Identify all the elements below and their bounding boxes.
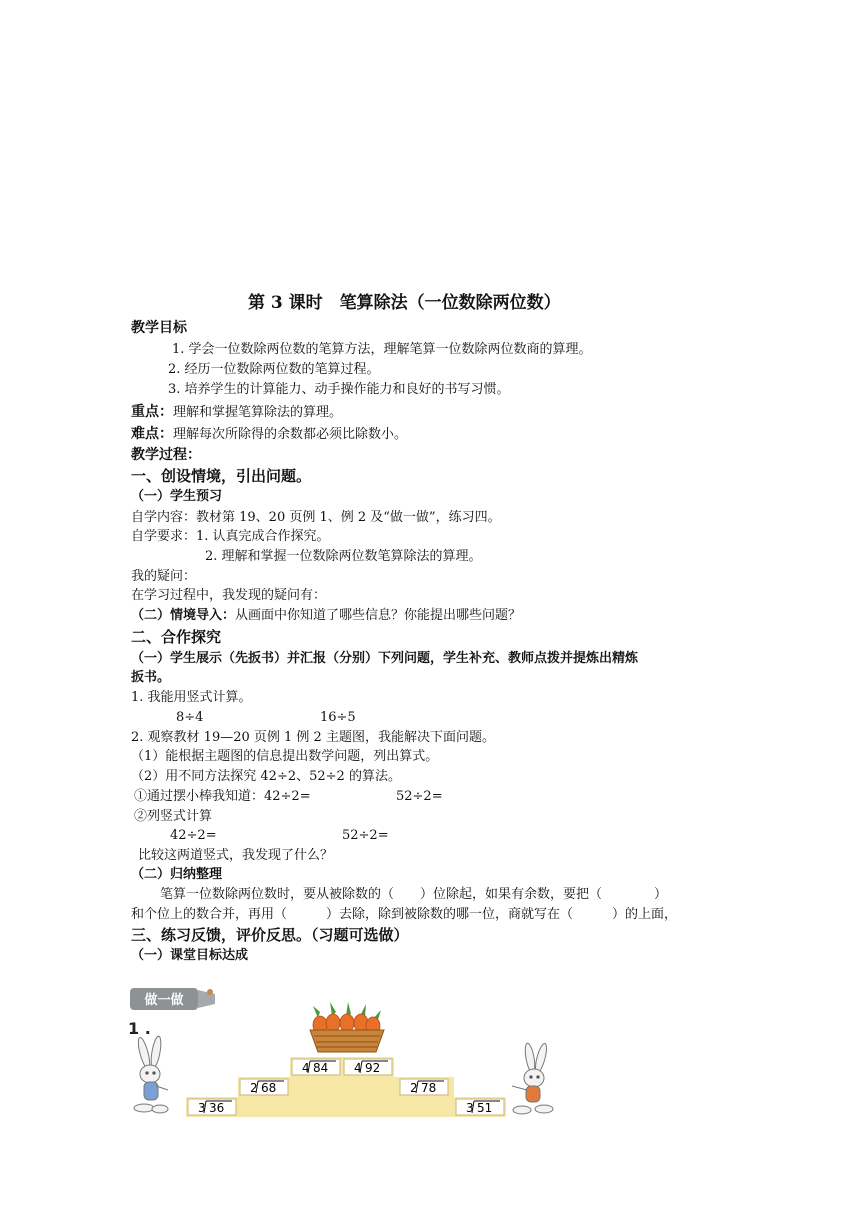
card-2	[240, 1079, 288, 1095]
goal-item: 2. 经历一位数除两位数的笔算过程。	[168, 362, 380, 377]
q1-b: 16÷5	[320, 710, 356, 725]
card-4-dividend: 92	[365, 1061, 381, 1075]
section-1-sub2	[131, 607, 521, 625]
section-3-sub1: （一）课堂目标达成	[131, 948, 249, 963]
key-point	[131, 403, 342, 422]
banner-text: 做一做	[144, 993, 184, 1008]
card-3-dividend: 84	[313, 1061, 329, 1075]
card-4-divisor: 4	[354, 1061, 362, 1075]
found-question: 在学习过程中，我发现的疑问有：	[131, 588, 327, 603]
rabbit-right-icon	[512, 1042, 553, 1114]
page-title: 第 3 课时 笔算除法（一位数除两位数）	[248, 293, 561, 313]
circ1-b: 52÷2=	[396, 789, 443, 804]
circ2: ②列竖式计算	[134, 809, 213, 824]
exercise-number: 1 .	[128, 1019, 151, 1038]
section-1-heading: 一、创设情境，引出问题。	[131, 467, 312, 485]
card-5-dividend: 78	[421, 1081, 437, 1095]
card-3	[292, 1059, 340, 1075]
card-1-divisor: 3	[198, 1101, 206, 1115]
q1: 1. 我能用竖式计算。	[131, 690, 252, 705]
q2-1: （1）能根据主题图的信息提出数学问题，列出算式。	[131, 749, 439, 764]
goals-heading: 教学目标	[131, 320, 187, 336]
circ1-a: ①通过摆小棒我知道：42÷2=	[134, 789, 311, 804]
card-1	[188, 1099, 236, 1115]
card-6-dividend: 51	[477, 1101, 493, 1115]
section-2-sub2: （二）归纳整理	[131, 867, 223, 882]
self-study-req2: 2. 理解和掌握一位数除两位数笔算除法的算理。	[205, 549, 482, 564]
exercise-illustration	[120, 978, 570, 1128]
card-2-dividend: 68	[261, 1081, 277, 1095]
section-1-sub1: （一）学生预习	[131, 489, 223, 504]
section-2-sub1-line2: 扳书。	[131, 670, 171, 685]
difficulty	[131, 425, 407, 444]
summary-line2: 和个位上的数合并，再用（ ）去除，除到被除数的哪一位，商就写在（ ）的上面，	[131, 907, 678, 922]
section-3-heading: 三、练习反馈，评价反思。（习题可选做）	[131, 926, 409, 944]
card-6-divisor: 3	[466, 1101, 474, 1115]
key-point-text: 理解和掌握笔算除法的算理。	[173, 405, 343, 420]
self-study-content: 自学内容：教材第 19、20 页例 1、例 2 及“做一做”，练习四。	[131, 510, 501, 525]
rabbit-left-icon	[134, 1036, 168, 1113]
banner-tag	[130, 988, 215, 1010]
process-heading: 教学过程：	[131, 447, 201, 463]
my-question: 我的疑问：	[131, 569, 197, 584]
card-2-divisor: 2	[250, 1081, 258, 1095]
compare: 比较这两道竖式，我发现了什么？	[138, 848, 334, 863]
sub2-label: （二）情境导入：	[131, 608, 236, 623]
circ2-a: 42÷2=	[170, 828, 217, 843]
circ2-b: 52÷2=	[342, 828, 389, 843]
difficulty-text: 理解每次所除得的余数都必须比除数小。	[173, 427, 408, 442]
carrot-basket-icon	[310, 1002, 384, 1052]
q1-a: 8÷4	[176, 710, 204, 725]
sub2-text: 从画面中你知道了哪些信息？你能提出哪些问题？	[235, 608, 522, 623]
section-2-heading: 二、合作探究	[131, 628, 222, 646]
section-2-sub1-line1: （一）学生展示（先扳书）并汇报（分别）下列问题，学生补充、教师点拨并提炼出精炼	[131, 651, 639, 666]
self-study-req1: 自学要求：1. 认真完成合作探究。	[131, 529, 330, 544]
goal-item: 3. 培养学生的计算能力、动手操作能力和良好的书写习惯。	[168, 382, 510, 397]
card-3-divisor: 4	[302, 1061, 310, 1075]
goal-item: 1. 学会一位数除两位数的笔算方法，理解笔算一位数除两位数商的算理。	[172, 342, 592, 357]
q2: 2. 观察教材 19—20 页例 1 例 2 主题图，我能解决下面问题。	[131, 730, 495, 745]
q2-2: （2）用不同方法探究 42÷2、52÷2 的算法。	[131, 769, 401, 784]
card-4	[344, 1059, 392, 1075]
card-5-divisor: 2	[410, 1081, 418, 1095]
card-5	[400, 1079, 448, 1095]
card-1-dividend: 36	[209, 1101, 225, 1115]
summary-line1: 笔算一位数除两位数时，要从被除数的（ ）位除起，如果有余数，要把（ ）	[160, 887, 668, 902]
difficulty-label: 难点：	[131, 426, 173, 442]
key-point-label: 重点：	[131, 404, 173, 420]
card-6	[456, 1099, 504, 1115]
